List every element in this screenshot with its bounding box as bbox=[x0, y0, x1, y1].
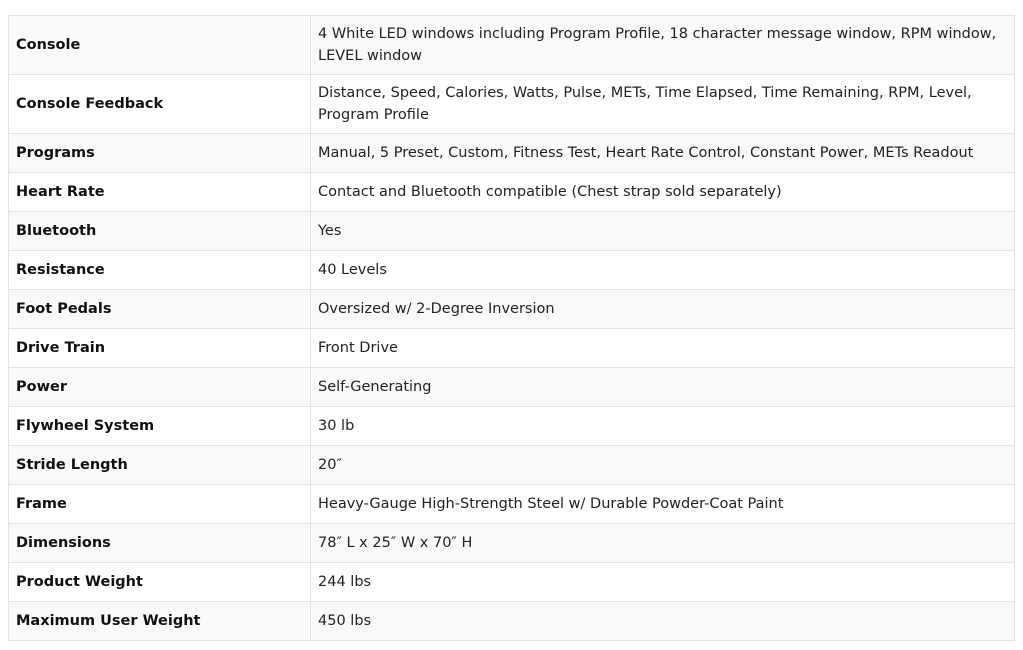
spec-label-drive-train: Drive Train bbox=[9, 329, 311, 368]
specifications-table-container bbox=[8, 15, 1014, 641]
spec-value-product-weight: 244 lbs bbox=[311, 563, 1015, 602]
spec-value-maximum-user-weight: 450 lbs bbox=[311, 602, 1015, 641]
spec-label-flywheel-system: Flywheel System bbox=[9, 407, 311, 446]
table-row bbox=[9, 251, 1015, 290]
spec-label-stride-length: Stride Length bbox=[9, 446, 311, 485]
spec-value-heart-rate: Contact and Bluetooth compatible (Chest strap sold separately) bbox=[311, 173, 1015, 212]
spec-value-programs: Manual, 5 Preset, Custom, Fitness Test, Heart Rate Control, Constant Power, METs Readout bbox=[311, 134, 1015, 173]
spec-value-foot-pedals: Oversized w/ 2-Degree Inversion bbox=[311, 290, 1015, 329]
table-row bbox=[9, 290, 1015, 329]
spec-value-resistance: 40 Levels bbox=[311, 251, 1015, 290]
spec-label-heart-rate: Heart Rate bbox=[9, 173, 311, 212]
table-row bbox=[9, 16, 1015, 75]
spec-label-frame: Frame bbox=[9, 485, 311, 524]
spec-label-resistance: Resistance bbox=[9, 251, 311, 290]
table-row bbox=[9, 602, 1015, 641]
spec-value-flywheel-system: 30 lb bbox=[311, 407, 1015, 446]
spec-value-bluetooth: Yes bbox=[311, 212, 1015, 251]
spec-value-frame: Heavy-Gauge High-Strength Steel w/ Durable Powder-Coat Paint bbox=[311, 485, 1015, 524]
table-row bbox=[9, 563, 1015, 602]
table-row bbox=[9, 173, 1015, 212]
table-row bbox=[9, 485, 1015, 524]
spec-value-stride-length: 20″ bbox=[311, 446, 1015, 485]
table-row bbox=[9, 524, 1015, 563]
spec-label-programs: Programs bbox=[9, 134, 311, 173]
spec-label-console: Console bbox=[9, 16, 311, 75]
table-row bbox=[9, 329, 1015, 368]
table-row bbox=[9, 134, 1015, 173]
spec-value-drive-train: Front Drive bbox=[311, 329, 1015, 368]
specifications-table bbox=[8, 15, 1015, 641]
table-row bbox=[9, 75, 1015, 134]
table-row bbox=[9, 446, 1015, 485]
table-row bbox=[9, 212, 1015, 251]
spec-label-product-weight: Product Weight bbox=[9, 563, 311, 602]
spec-value-power: Self-Generating bbox=[311, 368, 1015, 407]
spec-label-console-feedback: Console Feedback bbox=[9, 75, 311, 134]
spec-value-console: 4 White LED windows including Program Profile, 18 character message window, RPM window, LEVEL window bbox=[311, 16, 1015, 75]
spec-label-dimensions: Dimensions bbox=[9, 524, 311, 563]
table-row bbox=[9, 407, 1015, 446]
table-row bbox=[9, 368, 1015, 407]
spec-label-bluetooth: Bluetooth bbox=[9, 212, 311, 251]
spec-label-foot-pedals: Foot Pedals bbox=[9, 290, 311, 329]
spec-value-console-feedback: Distance, Speed, Calories, Watts, Pulse, METs, Time Elapsed, Time Remaining, RPM, Level, Program Profile bbox=[311, 75, 1015, 134]
spec-label-maximum-user-weight: Maximum User Weight bbox=[9, 602, 311, 641]
spec-label-power: Power bbox=[9, 368, 311, 407]
spec-value-dimensions: 78″ L x 25″ W x 70″ H bbox=[311, 524, 1015, 563]
